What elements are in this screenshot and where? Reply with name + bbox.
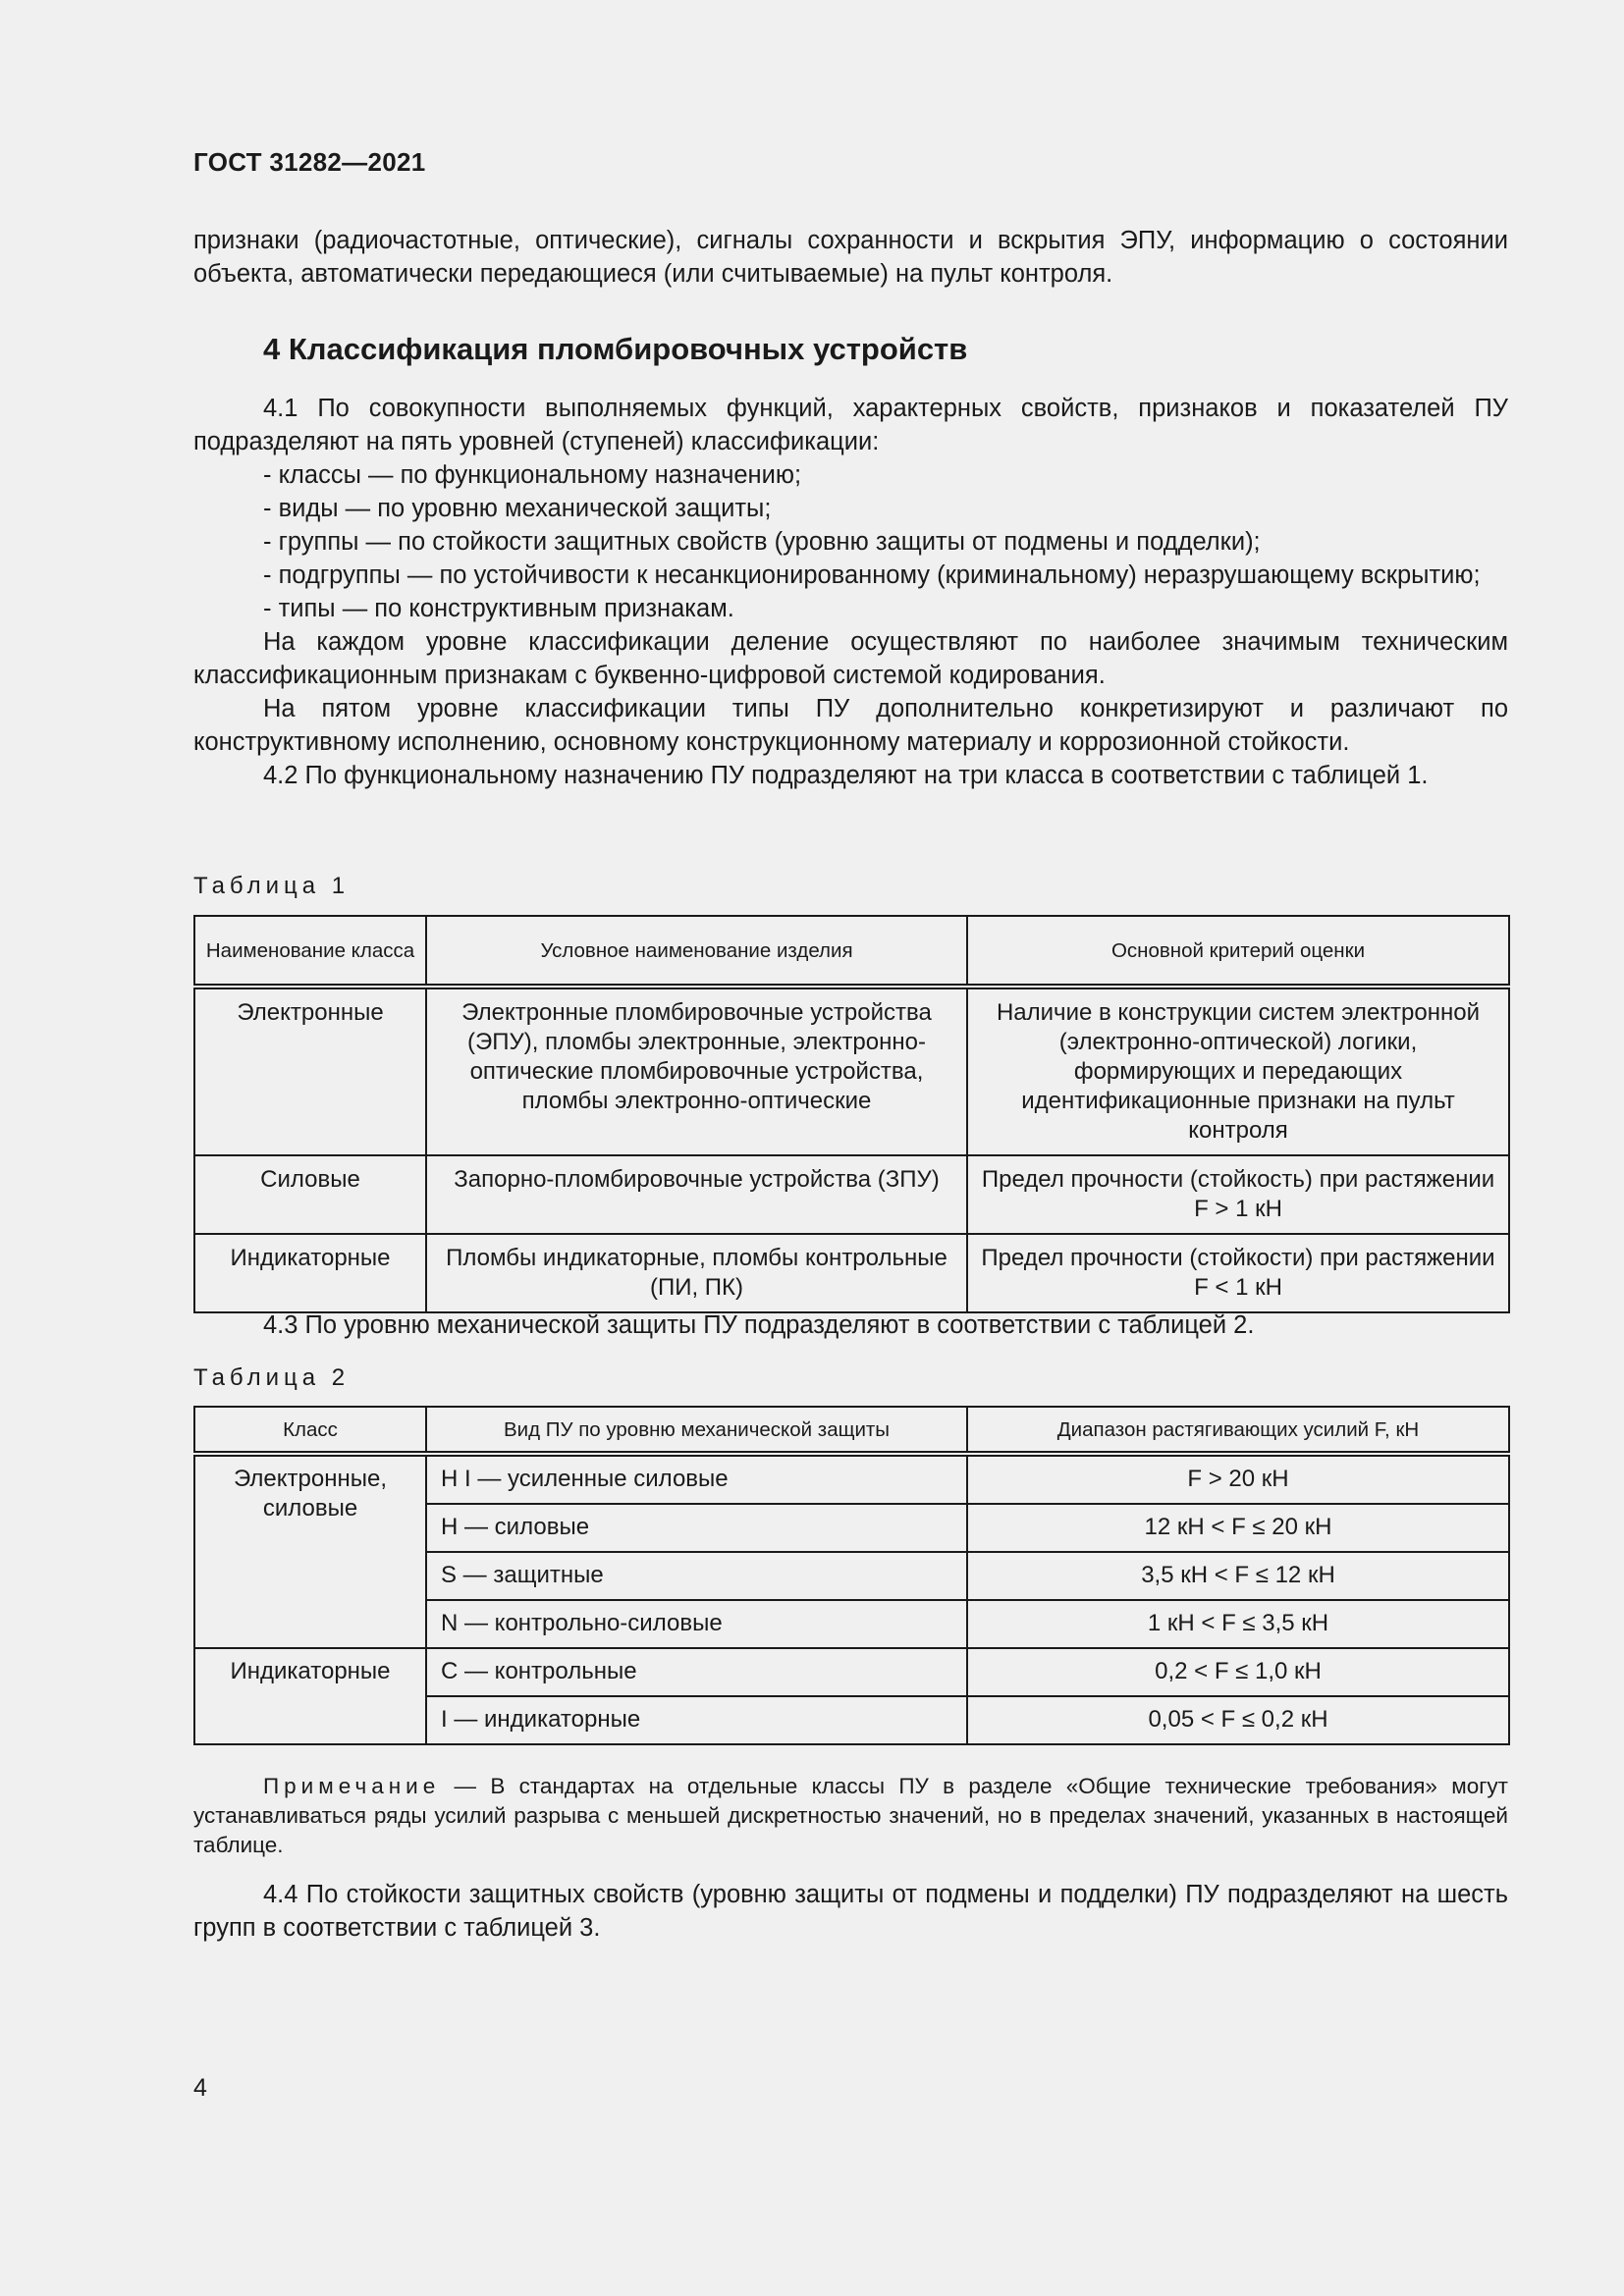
section-title: 4 Классификация пломбировочных устройств [263, 332, 968, 366]
table-cell: Индикаторные [194, 1234, 426, 1312]
paragraph-4-4: 4.4 По стойкости защитных свойств (уровню защиты от подмены и подделки) ПУ подразделяют на шесть групп в соответствии с таблицей 3. [193, 1881, 1508, 1942]
table-cell: Наличие в конструкции систем электронной (электронно-оптической) логики, формирующих и передающих идентификационные признаки на пульт контроля [967, 987, 1509, 1155]
table-cell: Пломбы индикаторные, пломбы контрольные (ПИ, ПК) [426, 1234, 967, 1312]
table-cell: H I — усиленные силовые [426, 1454, 967, 1504]
paragraph-4-2: 4.2 По функциональному назначению ПУ подразделяют на три класса в соответствии с таблицей 1. [263, 762, 1429, 789]
table1-caption: Таблица 1 [193, 873, 351, 899]
paragraph-4-1: 4.1 По совокупности выполняемых функций, характерных свойств, признаков и показателей ПУ подразделяют на пять уровней (ступеней) классификации: [193, 395, 1508, 455]
section-body [193, 392, 1508, 792]
paragraph-4-3: 4.3 По уровню механической защиты ПУ подразделяют в соответствии с таблицей 2. [263, 1311, 1255, 1339]
table-row [194, 1454, 1509, 1504]
table2-note [193, 1772, 1508, 1860]
table1-header-criterion: Основной критерий оценки [967, 916, 1509, 987]
table1-header-class: Наименование класса [194, 916, 426, 987]
table-cell: N — контрольно-силовые [426, 1600, 967, 1648]
table-cell: 0,2 < F ≤ 1,0 кН [967, 1648, 1509, 1696]
table-cell: Предел прочности (стойкости) при растяжении F < 1 кН [967, 1234, 1509, 1312]
table-row [194, 1648, 1509, 1696]
table2-caption: Таблица 2 [193, 1364, 351, 1391]
list-item: - типы — по конструктивным признакам. [263, 595, 734, 622]
table-cell: F > 20 кН [967, 1454, 1509, 1504]
table-cell: Электронные пломбировочные устройства (ЭПУ), пломбы электронные, электронно-оптические пломбировочные устройства, пломбы электронно-оптические [426, 987, 967, 1155]
table-row [194, 1234, 1509, 1312]
table-cell: Предел прочности (стойкость) при растяжении F > 1 кН [967, 1155, 1509, 1234]
table-cell: Силовые [194, 1155, 426, 1234]
table-2 [193, 1406, 1510, 1745]
table-row [194, 987, 1509, 1155]
table-row [194, 1155, 1509, 1234]
table-cell: Запорно-пломбировочные устройства (ЗПУ) [426, 1155, 967, 1234]
table-cell: 3,5 кН < F ≤ 12 кН [967, 1552, 1509, 1600]
standard-code-header: ГОСТ 31282—2021 [193, 147, 426, 177]
table-cell: 0,05 < F ≤ 0,2 кН [967, 1696, 1509, 1744]
table-cell: S — защитные [426, 1552, 967, 1600]
table-cell: 1 кН < F ≤ 3,5 кН [967, 1600, 1509, 1648]
list-item: - классы — по функциональному назначению; [263, 461, 802, 489]
list-item: - группы — по стойкости защитных свойств (уровню защиты от подмены и подделки); [263, 528, 1261, 556]
note-text: — В стандартах на отдельные классы ПУ в разделе «Общие технические требования» могут устанавливаться ряды усилий разрыва с меньшей дискретностью значений, но в пределах значений, указанных в настоящей таблице. [193, 1774, 1508, 1857]
table-cell: С — контрольные [426, 1648, 967, 1696]
table-cell: H — силовые [426, 1504, 967, 1552]
table-cell: Электронные [194, 987, 426, 1155]
intro-paragraph: признаки (радиочастотные, оптические), сигналы сохранности и вскрытия ЭПУ, информацию о состоянии объекта, автоматически передающиеся (или считываемые) на пульт контроля. [193, 227, 1508, 288]
table-cell: Электронные, силовые [194, 1454, 426, 1648]
table2-header-class: Класс [194, 1407, 426, 1454]
table2-header-range: Диапазон растягивающих усилий F, кН [967, 1407, 1509, 1454]
note-label: Примечание [263, 1774, 441, 1798]
table-1 [193, 915, 1510, 1313]
table-cell: I — индикаторные [426, 1696, 967, 1744]
paragraph-fifth-level: На пятом уровне классификации типы ПУ дополнительно конкретизируют и различают по конструктивному исполнению, основному конструкционному материалу и коррозионной стойкости. [193, 695, 1508, 756]
table2-header-type: Вид ПУ по уровню механической защиты [426, 1407, 967, 1454]
table-cell: Индикаторные [194, 1648, 426, 1744]
list-item: - подгруппы — по устойчивости к несанкционированному (криминальному) неразрушающему вскрытию; [263, 561, 1481, 589]
table1-header-product: Условное наименование изделия [426, 916, 967, 987]
list-item: - виды — по уровню механической защиты; [263, 495, 772, 522]
paragraph-levels: На каждом уровне классификации деление осуществляют по наиболее значимым техническим классификационным признакам с буквенно-цифровой системой кодирования. [193, 628, 1508, 689]
table-cell: 12 кН < F ≤ 20 кН [967, 1504, 1509, 1552]
page-number: 4 [193, 2074, 207, 2102]
